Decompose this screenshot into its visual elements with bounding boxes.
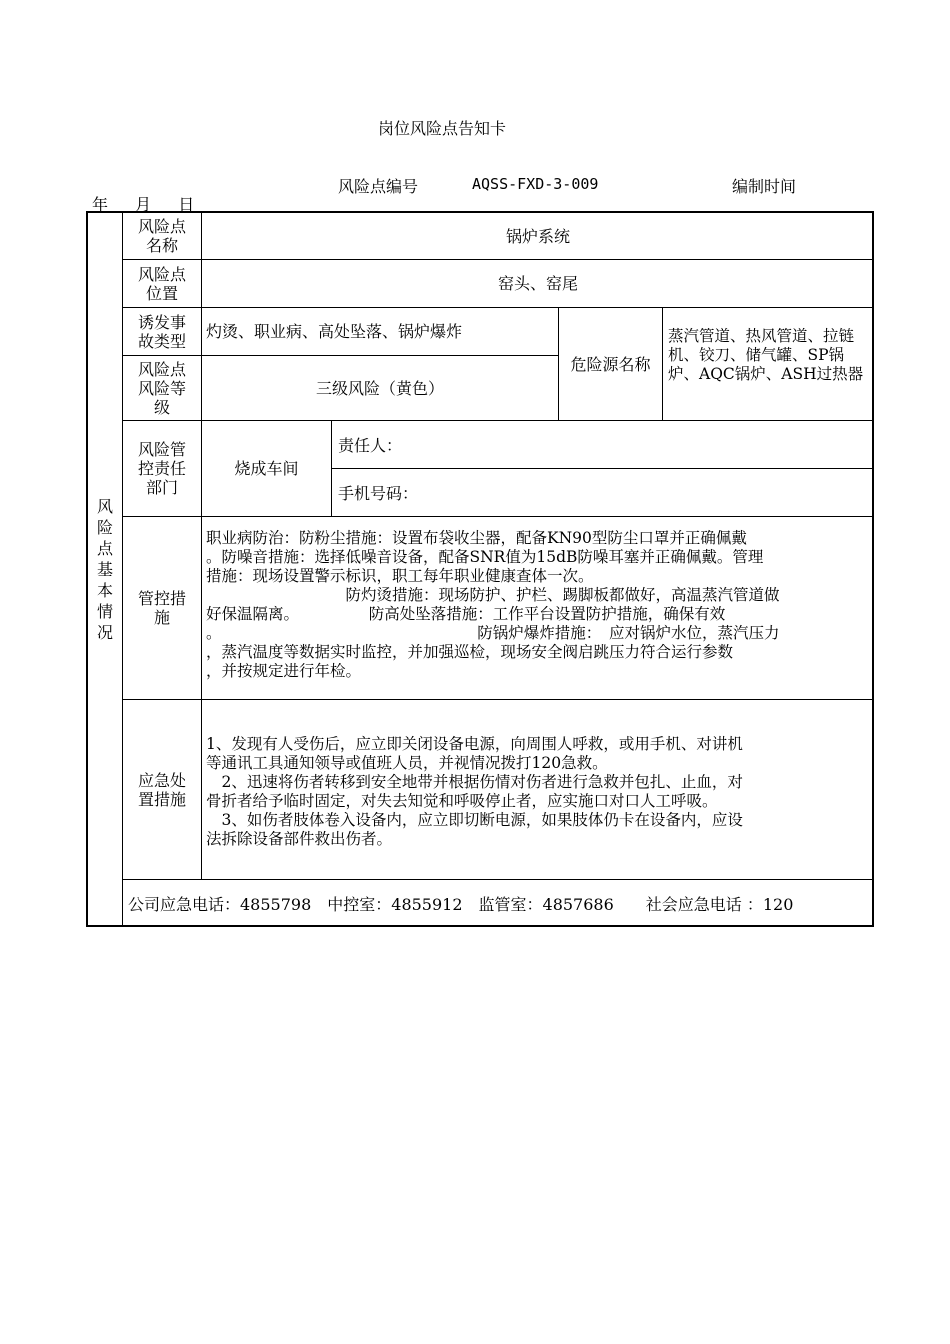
control-line: 职业病防治：防粉尘措施：设置布袋收尘器，配备KN90型防尘口罩并正确佩戴 <box>206 529 747 547</box>
emergency-line: 1、发现有人受伤后，应立即关闭设备电源，向周围人呼救，或用手机、对讲机 <box>206 735 743 753</box>
risk-location-label: 风险点位置 <box>137 264 186 303</box>
risk-name-label: 风险点名称 <box>137 217 186 255</box>
control-line: ，并按规定进行年检。 <box>206 662 362 680</box>
emergency-phone-numbers: 公司应急电话：4855798 中控室：4855912 监管室：4857686 社会应急电话 ：120 <box>128 895 794 914</box>
control-line: 。防噪音措施：选择低噪音设备，配备SNR值为15dB防噪耳塞并正确佩戴。管理 <box>206 548 764 566</box>
risk-code-value: AQSS-FXD-3-009 <box>472 175 599 193</box>
control-line: 防灼烫措施：现场防护、护栏、踢脚板都做好，高温蒸汽管道做 <box>206 586 780 604</box>
accident-type-label: 诱发事故类型 <box>137 312 186 351</box>
control-dept-label: 风险管控责任部门 <box>137 440 186 497</box>
risk-name-value: 锅炉系统 <box>505 226 570 246</box>
control-line: ，蒸汽温度等数据实时监控，并加强巡检，现场安全阀启跳压力符合运行参数 <box>206 643 734 661</box>
date-year: 年 <box>92 195 109 214</box>
risk-level-value: 三级风险（黄色） <box>315 378 444 398</box>
risk-level-label: 风险点风险等级 <box>137 359 186 417</box>
risk-code-label: 风险点编号 <box>338 177 419 196</box>
section-label-cell <box>88 213 122 925</box>
emergency-line: 3、如伤者肢体卷入设备内，应立即切断电源，如果肢体仍卡在设备内，应设 <box>206 811 743 829</box>
control-measures-label: 管控措施 <box>137 589 186 627</box>
emergency-line: 法拆除设备部件救出伤者。 <box>206 830 393 848</box>
date-day: 日 <box>178 195 195 214</box>
responsible-person-label: 责任人： <box>338 436 403 455</box>
control-line: 好保温隔离。 防高处坠落措施：工作平台设置防护措施，确保有效 <box>206 605 726 623</box>
emergency-line: 骨折者给予临时固定，对失去知觉和呼吸停止者，应实施口对口人工呼吸。 <box>206 792 718 810</box>
control-measures-text <box>206 529 872 681</box>
date-month: 月 <box>135 195 152 214</box>
risk-card-table <box>86 211 874 927</box>
control-line: 。 防锅炉爆炸措施： 应对锅炉水位，蒸汽压力 <box>206 624 780 642</box>
phone-number-label: 手机号码： <box>338 484 419 503</box>
accident-type-value: 灼烫、职业病、高处坠落、锅炉爆炸 <box>206 322 463 341</box>
section-label: 风险点基本情况 <box>96 496 113 642</box>
emergency-line: 等通讯工具通知领导或值班人员，并视情况拨打120急救。 <box>206 754 608 772</box>
emergency-measures-label: 应急处置措施 <box>137 770 186 809</box>
control-line: 措施：现场设置警示标识，职工每年职业健康查体一次。 <box>206 567 594 585</box>
page-title: 岗位风险点告知卡 <box>378 119 507 138</box>
date-label: 编制时间 <box>732 177 797 196</box>
control-dept-value: 烧成车间 <box>234 459 299 478</box>
risk-location-value: 窑头、窑尾 <box>497 274 578 293</box>
emergency-line: 2、迅速将伤者转移到安全地带并根据伤情对伤者进行急救并包扎、止血，对 <box>206 773 743 791</box>
hazard-source-label: 危险源名称 <box>570 354 651 374</box>
emergency-measures-text <box>206 735 872 849</box>
hazard-source-value: 蒸汽管道、热风管道、拉链机、铰刀、储气罐、SP锅炉、AQC锅炉、ASH过热器 <box>668 327 864 383</box>
